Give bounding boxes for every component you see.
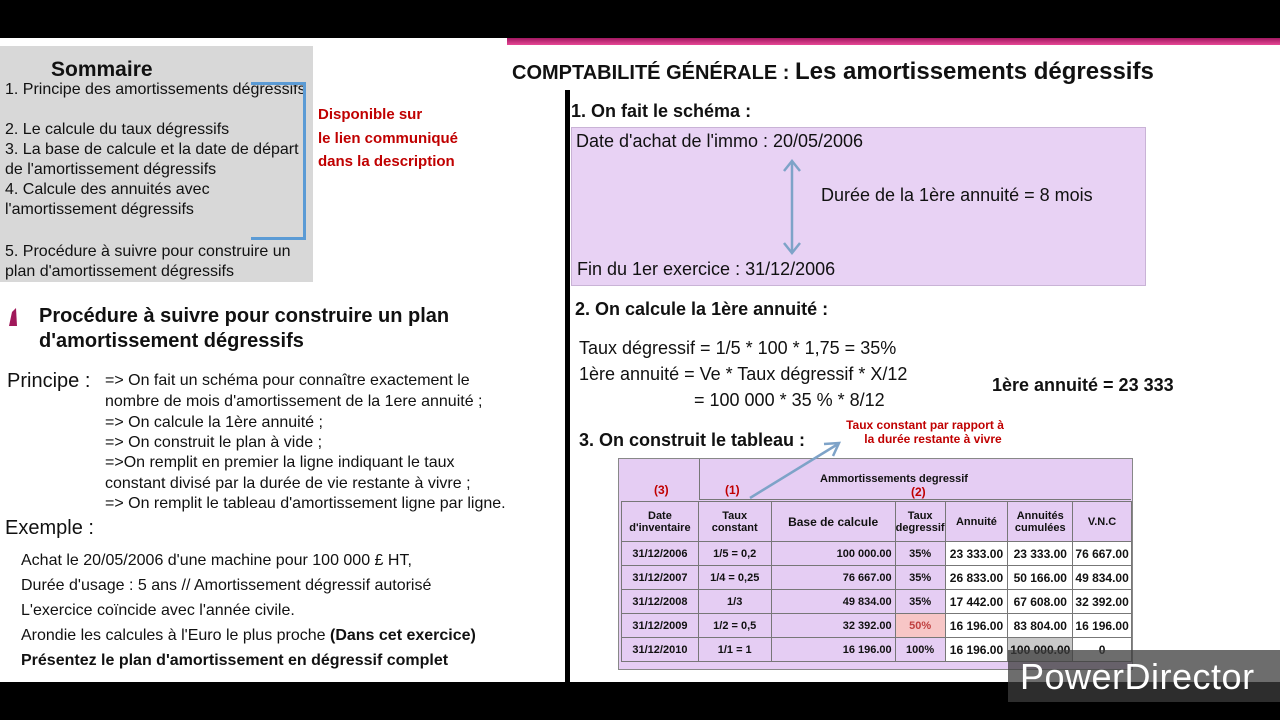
step3-annotation: [830, 418, 1020, 446]
annotation-line-1: Taux constant par rapport à: [846, 418, 1004, 432]
cell-date: 31/12/2009: [622, 614, 699, 638]
cell-date: 31/12/2007: [622, 566, 699, 590]
amortization-table: [621, 501, 1132, 662]
watermark-text: PowerDirector: [1020, 656, 1255, 697]
cell-cumul: 23 333.00: [1008, 542, 1073, 566]
principe-line-4: => On construit le plan à vide ;: [105, 434, 323, 451]
main-title-prefix: COMPTABILITÉ GÉNÉRALE :: [512, 62, 795, 84]
cell-taux-degressif: 35%: [895, 542, 945, 566]
header-base: Base de calcule: [771, 502, 895, 542]
main-title-main: Les amortissements dégressifs: [794, 58, 1154, 85]
cell-taux-constant: 1/3: [698, 590, 771, 614]
cell-taux-constant: 1/5 = 0,2: [698, 542, 771, 566]
cell-cumul: 67 608.00: [1008, 590, 1073, 614]
marker-2: (2): [911, 485, 926, 499]
table-row: [622, 590, 1132, 614]
header-vnc: V.N.C: [1073, 502, 1132, 542]
note-line-3: dans la description: [318, 153, 455, 170]
cell-annuite: 26 833.00: [945, 566, 1008, 590]
cell-cumul: 50 166.00: [1008, 566, 1073, 590]
header-taux-degressif: Taux degressif: [895, 502, 945, 542]
step3-title: 3. On construit le tableau :: [579, 430, 806, 450]
header-date: Date d'inventaire: [622, 502, 699, 542]
marker-3: (3): [654, 483, 669, 497]
sommaire-panel: [0, 46, 313, 282]
exemple-final: Présentez le plan d'amortissement en dégressif complet: [21, 652, 449, 669]
pencil-bullet-icon: [6, 306, 20, 328]
step2-title: 2. On calcule la 1ère annuité :: [575, 299, 829, 319]
schema-duree: Durée de la 1ère annuité = 8 mois: [821, 185, 1093, 205]
step2-line-3: = 100 000 * 35 % * 8/12: [694, 390, 885, 410]
marker-1: (1): [725, 483, 740, 497]
powerdirector-watermark: [1008, 650, 1280, 702]
cell-date: 31/12/2010: [622, 638, 699, 662]
cell-vnc: 76 667.00: [1073, 542, 1132, 566]
sommaire-title: Sommaire: [51, 58, 153, 81]
cell-taux-constant: 1/1 = 1: [698, 638, 771, 662]
cell-vnc: 49 834.00: [1073, 566, 1132, 590]
slide: [0, 38, 1280, 682]
annotation-arrow-icon: [740, 436, 850, 504]
header-annuite: Annuité: [945, 502, 1008, 542]
cell-base: 49 834.00: [771, 590, 895, 614]
cell-base: 100 000.00: [771, 542, 895, 566]
amortization-table-box: [618, 458, 1133, 670]
cell-base: 76 667.00: [771, 566, 895, 590]
schema-box: [571, 127, 1146, 286]
cell-annuite: 17 442.00: [945, 590, 1008, 614]
bracket-icon: [251, 82, 306, 240]
header-taux-constant: Taux constant: [698, 502, 771, 542]
step2-line-1: Taux dégressif = 1/5 * 100 * 1,75 = 35%: [579, 338, 897, 358]
principe-line-3: => On calcule la 1ère annuité ;: [105, 414, 323, 431]
cell-date: 31/12/2006: [622, 542, 699, 566]
table-row: [622, 614, 1132, 638]
principe-line-6: constant divisé par la durée de vie restante à vivre ;: [105, 475, 471, 492]
annotation-line-2: la durée restante à vivre: [864, 432, 1002, 446]
cell-taux-constant: 1/2 = 0,5: [698, 614, 771, 638]
cell-taux-degressif-highlight: 50%: [895, 614, 945, 638]
step2-result: 1ère annuité = 23 333: [992, 375, 1174, 395]
title-accent-line: [507, 38, 1280, 45]
cell-taux-constant: 1/4 = 0,25: [698, 566, 771, 590]
table-row: [622, 566, 1132, 590]
cell-vnc: 32 392.00: [1073, 590, 1132, 614]
cell-annuite: 16 196.00: [945, 614, 1008, 638]
sommaire-item-2: 2. Le calcule du taux dégressifs: [5, 121, 230, 138]
note-line-2: le lien communiqué: [318, 130, 459, 147]
table-header-row: [622, 502, 1132, 542]
cell-taux-degressif: 35%: [895, 566, 945, 590]
step1-title: 1. On fait le schéma :: [571, 101, 752, 121]
exemple-line-2: Durée d'usage : 5 ans // Amortissement dégressif autorisé: [21, 577, 432, 594]
exemple-bold: (Dans cet exercice): [330, 627, 476, 644]
principe-line-1: => On fait un schéma pour connaître exactement le: [105, 372, 470, 389]
double-arrow-icon: [782, 158, 802, 256]
procedure-heading-line-2: d'amortissement dégressifs: [39, 330, 304, 352]
exemple-label: Exemple :: [5, 517, 94, 539]
principe-line-7: => On remplit le tableau d'amortissement ligne par ligne.: [105, 495, 506, 512]
cell-date: 31/12/2008: [622, 590, 699, 614]
step2-line-2: 1ère annuité = Ve * Taux dégressif * X/12: [579, 364, 908, 384]
sommaire-item-1: 1. Principe des amortissements dégressifs: [5, 81, 306, 98]
cell-annuite: 16 196.00: [945, 638, 1008, 662]
sommaire-item-3: 3. La base de calcule et la date de départ de l'amortissement dégressifs: [5, 141, 299, 178]
sommaire-item-5: 5. Procédure à suivre pour construire un plan d'amortissement dégressifs: [5, 243, 291, 280]
sommaire-item-4: 4. Calcule des annuités avec l'amortissement dégressifs: [5, 181, 210, 218]
schema-date-achat: Date d'achat de l'immo : 20/05/2006: [576, 131, 864, 151]
principe-label: Principe :: [7, 370, 91, 392]
exemple-line-4: [21, 627, 476, 645]
cell-cumul: 83 804.00: [1008, 614, 1073, 638]
main-title: [512, 58, 1154, 86]
schema-fin: Fin du 1er exercice : 31/12/2006: [577, 259, 836, 279]
exemple-line-4-text: Arondie les calcules à l'Euro le plus proche: [21, 627, 330, 644]
principe-line-2: nombre de mois d'amortissement de la 1ere annuité ;: [105, 393, 483, 410]
header-annuites-cumulees: Annuités cumulées: [1008, 502, 1073, 542]
exemple-line-1: Achat le 20/05/2006 d'une machine pour 100 000 £ HT,: [21, 552, 412, 569]
exemple-line-3: L'exercice coïncide avec l'année civile.: [21, 602, 295, 619]
cell-base: 32 392.00: [771, 614, 895, 638]
cell-annuite: 23 333.00: [945, 542, 1008, 566]
principe-line-5: =>On remplit en premier la ligne indiquant le taux: [105, 454, 455, 471]
note-line-1: Disponible sur: [318, 106, 423, 123]
group-header: Ammortissements degressif: [820, 473, 968, 485]
vertical-divider: [565, 90, 570, 682]
cell-taux-degressif: 35%: [895, 590, 945, 614]
cell-vnc: 16 196.00: [1073, 614, 1132, 638]
cell-base: 16 196.00: [771, 638, 895, 662]
procedure-heading-line-1: Procédure à suivre pour construire un plan: [39, 305, 450, 327]
cell-taux-degressif: 100%: [895, 638, 945, 662]
table-row: [622, 542, 1132, 566]
